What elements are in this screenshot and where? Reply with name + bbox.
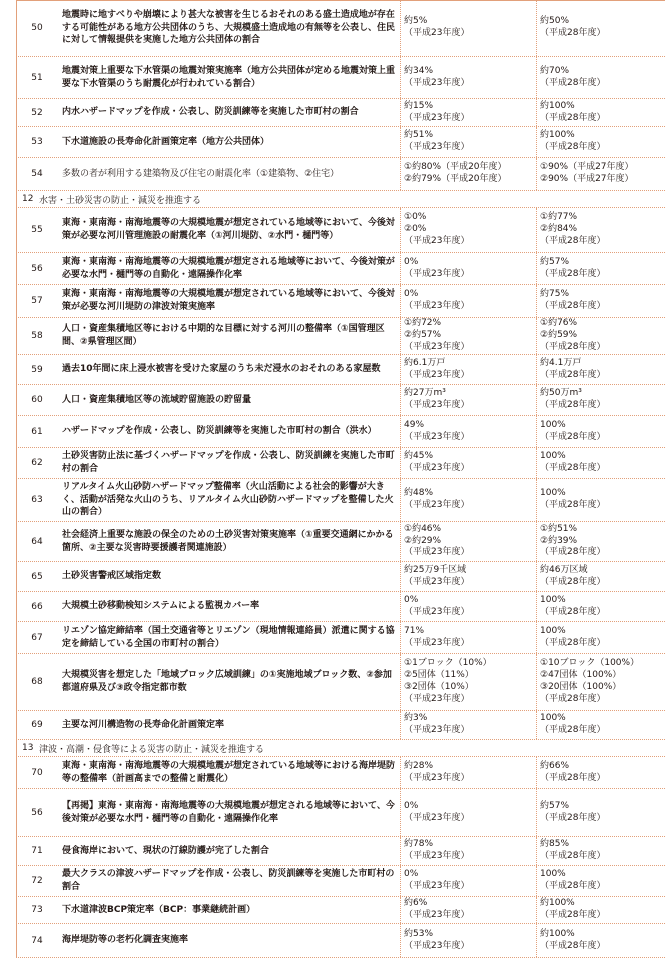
table-row — [16, 654, 665, 711]
row-number: 55 — [31, 225, 43, 235]
current-value: ①約46% ②約29% （平成23年度） — [401, 522, 537, 561]
section-label: 水害・土砂災害の防止・減災を推進する — [39, 195, 202, 206]
section-label: 津波・高潮・侵食等による災害の防止・減災を推進する — [39, 744, 265, 755]
row-number: 72 — [31, 876, 43, 886]
current-value: 約53% （平成23年度） — [401, 924, 537, 957]
row-number: 53 — [31, 137, 43, 147]
indicator-description: 土砂災害防止法に基づくハザードマップを作成・公表し、防災訓練を実施した市町村の割合 — [57, 448, 401, 478]
indicator-description: 内水ハザードマップを作成・公表し、防災訓練等を実施した市町村の割合 — [57, 99, 401, 126]
target-value: 100% （平成28年度） — [540, 625, 606, 648]
indicator-description: 東海・東南海・南海地震等の大規模地震が想定されている地域等における海岸堤防等の整備率（計画高までの整備と耐震化） — [57, 757, 401, 788]
table-row — [16, 897, 665, 924]
current-value: 0% （平成23年度） — [401, 253, 537, 284]
row-number: 61 — [31, 426, 43, 437]
table-row — [16, 479, 665, 522]
current-value: 約48% （平成23年度） — [401, 479, 537, 521]
table-row — [16, 866, 665, 897]
table-row — [16, 562, 665, 592]
table-row — [16, 924, 665, 958]
indicator-description: 東海・東南海・南海地震等の大規模地震が想定されている地域等において、今後対策が必要な河川堤防の津波対策実施率 — [57, 285, 401, 317]
row-number: 54 — [31, 169, 43, 179]
current-value: 0% （平成23年度） — [401, 285, 537, 317]
current-value: 49% （平成23年度） — [401, 416, 537, 447]
target-value: 約100% （平成28年度） — [540, 898, 606, 920]
row-number: 66 — [31, 601, 43, 612]
row-number: 57 — [31, 296, 43, 306]
target-value: 約85% （平成28年度） — [540, 839, 606, 861]
table-row — [16, 253, 665, 285]
current-value: 約45% （平成23年度） — [401, 448, 537, 478]
current-value: 約3% （平成23年度） — [401, 711, 537, 739]
target-value: 約75% （平成28年度） — [540, 289, 606, 311]
target-value: 約100% （平成28年度） — [540, 928, 606, 951]
row-number: 68 — [31, 677, 43, 687]
target-value: 約70% （平成28年度） — [540, 65, 606, 88]
indicator-description: 社会経済上重要な施設の保全のための土砂災害対策実施率（①重要交通網にかかる箇所、②主要な災害時要援護者関連施設） — [57, 522, 401, 561]
table-row — [16, 711, 665, 740]
target-value: 100% （平成28年度） — [540, 869, 606, 891]
current-value: 0% （平成23年度） — [401, 592, 537, 621]
current-value: 約78% （平成23年度） — [401, 837, 537, 865]
target-value: 約4.1万戸 （平成28年度） — [540, 357, 606, 380]
row-number: 67 — [31, 632, 43, 643]
row-number: 69 — [31, 720, 43, 730]
table-row — [16, 0, 665, 57]
current-value: 約28% （平成23年度） — [401, 757, 537, 788]
indicator-description: リエゾン協定締結率（国土交通省等とリエゾン（現地情報連絡員）派遣に関する協定を締結している全国の市町村の割合） — [57, 622, 401, 653]
indicator-description: 下水道施設の長寿命化計画策定率（地方公共団体） — [57, 127, 401, 157]
indicator-description: リアルタイム火山砂防ハザードマップ整備率（火山活動による社会的影響が大きく、活動が活発な火山のうち、リアルタイム火山砂防ハザードマップを整備した火山の割合） — [57, 479, 401, 521]
current-value: 約6% （平成23年度） — [401, 897, 537, 923]
current-value: 約27万m³ （平成23年度） — [401, 385, 537, 415]
current-value: 約6.1万戸 （平成23年度） — [401, 355, 537, 384]
indicator-description: 【再掲】東海・東南海・南海地震等の大規模地震が想定される地域等において、今後対策が必要な水門・樋門等の自動化・遠隔操作化率 — [57, 789, 401, 836]
section-number: 12 — [22, 194, 34, 204]
current-value: 約15% （平成23年度） — [401, 99, 537, 126]
table-row — [16, 158, 665, 191]
indicator-description: 過去10年間に床上浸水被害を受けた家屋のうち未だ浸水のおそれのある家屋数 — [57, 355, 401, 384]
current-value: 0% （平成23年度） — [401, 866, 537, 896]
indicator-description: 東海・東南海・南海地震等の大規模地震が想定される地域等において、今後対策が必要な水門・樋門等の自動化・遠隔操作化率 — [57, 253, 401, 284]
target-value: 約57% （平成28年度） — [540, 256, 606, 279]
row-number: 70 — [31, 767, 43, 778]
row-number: 74 — [31, 935, 43, 946]
row-number: 65 — [31, 571, 43, 582]
table-row — [16, 285, 665, 318]
target-value: ①約77% ②約84% （平成28年度） — [540, 212, 606, 246]
indicator-description: 人口・資産集積地区等の流域貯留施設の貯留量 — [57, 385, 401, 415]
current-value: 約51% （平成23年度） — [401, 127, 537, 157]
indicator-description: 人口・資産集積地区等における中期的な目標に対する河川の整備率（①国管理区間、②県管理区間） — [57, 318, 401, 354]
indicator-description: 主要な河川構造物の長寿命化計画策定率 — [57, 711, 401, 739]
table-row — [16, 622, 665, 654]
section-title — [17, 740, 264, 756]
indicator-description: 多数の者が利用する建築物及び住宅の耐震化率（①建築物、②住宅） — [57, 158, 401, 190]
table-row — [16, 57, 665, 99]
section-header — [16, 740, 665, 757]
row-number: 59 — [31, 364, 43, 375]
row-number: 64 — [31, 536, 43, 547]
row-number: 50 — [31, 23, 43, 33]
indicator-description: 地震対策上重要な下水管渠の地震対策実施率（地方公共団体が定める地震対策上重要な下水管渠のうち耐震化が行われている割合） — [57, 57, 401, 98]
table-row — [16, 127, 665, 158]
row-number: 62 — [31, 458, 43, 468]
target-value: 約57% （平成28年度） — [540, 800, 606, 823]
row-number: 63 — [31, 495, 43, 505]
indicator-table — [16, 0, 665, 958]
current-value: ①0% ②0% （平成23年度） — [401, 208, 537, 252]
target-value: ①約76% ②約59% （平成28年度） — [540, 318, 606, 352]
table-row — [16, 522, 665, 562]
indicator-description: 地震時に地すべりや崩壊により甚大な被害を生じるおそれのある盛土造成地が存在する可能性がある地方公共団体のうち、大規模盛土造成地の有無等を公表し、住民に対して情報提供を実施した地方公共団体の割合 — [57, 0, 401, 56]
current-value: 0% （平成23年度） — [401, 789, 537, 836]
indicator-description: 土砂災害警戒区域指定数 — [57, 562, 401, 591]
indicator-description: 最大クラスの津波ハザードマップを作成・公表し、防災訓練等を実施した市町村の割合 — [57, 866, 401, 896]
indicator-description: 東海・東南海・南海地震等の大規模地震が想定されている地域等において、今後対策が必要な河川管理施設の耐震化率（①河川堤防、②水門・樋門等） — [57, 208, 401, 252]
indicator-description: ハザードマップを作成・公表し、防災訓練等を実施した市町村の割合（洪水） — [57, 416, 401, 447]
section-title — [17, 191, 201, 207]
target-value: ①90%（平成27年度） ②90%（平成27年度） — [540, 162, 634, 184]
current-value: ①約80%（平成20年度） ②約79%（平成20年度） — [401, 158, 537, 190]
target-value: 約100% （平成28年度） — [540, 130, 606, 152]
table-row — [16, 757, 665, 789]
target-value: 約50万m³ （平成28年度） — [540, 388, 606, 410]
row-number: 56 — [31, 263, 43, 274]
table-row — [16, 592, 665, 622]
table-row — [16, 385, 665, 416]
row-number: 51 — [31, 72, 43, 83]
section-header — [16, 191, 665, 208]
row-number: 73 — [31, 905, 43, 915]
table-row — [16, 318, 665, 355]
indicator-description: 大規模災害を想定した「地域ブロック広域訓練」の①実施地域ブロック数、②参加都道府県及び③政令指定都市数 — [57, 654, 401, 710]
target-value: 100% （平成28年度） — [540, 713, 606, 735]
row-number: 52 — [31, 107, 43, 118]
row-number: 71 — [31, 846, 43, 856]
target-value: 約50% （平成28年度） — [540, 16, 606, 38]
target-value: 約100% （平成28年度） — [540, 100, 606, 123]
indicator-description: 侵食海岸において、現状の汀線防護が完了した割合 — [57, 837, 401, 865]
table-row — [16, 789, 665, 837]
row-number: 60 — [31, 395, 43, 405]
current-value: 71% （平成23年度） — [401, 622, 537, 653]
table-row — [16, 355, 665, 385]
target-value: ①約51% ②約39% （平成28年度） — [540, 523, 606, 558]
table-row — [16, 837, 665, 866]
target-value: ①10ブロック（100%） ②47団体（100%） ③20団体（100%） （平成28年度） — [540, 658, 640, 704]
current-value: 約25万9千区域 （平成23年度） — [401, 562, 537, 591]
current-value: 約5% （平成23年度） — [401, 0, 537, 56]
target-value: 100% （平成28年度） — [540, 451, 606, 473]
indicator-description: 海岸堤防等の老朽化調査実施率 — [57, 924, 401, 957]
row-number: 58 — [31, 331, 43, 341]
target-value: 約46万区域 （平成28年度） — [540, 564, 606, 587]
table-row — [16, 99, 665, 127]
table-row — [16, 416, 665, 448]
section-number: 13 — [22, 743, 34, 753]
current-value: ①1ブロック（10%） ②5団体（11%） ③2団体（10%） （平成23年度） — [401, 654, 537, 710]
current-value: 約34% （平成23年度） — [401, 57, 537, 98]
row-number: 56 — [31, 807, 43, 818]
target-value: 100% （平成28年度） — [540, 488, 606, 510]
indicator-description: 下水道津波BCP策定率（BCP：事業継続計画） — [57, 897, 401, 923]
target-value: 約66% （平成28年度） — [540, 760, 606, 783]
current-value: ①約72% ②約57% （平成23年度） — [401, 318, 537, 354]
table-row — [16, 208, 665, 253]
table-row — [16, 448, 665, 479]
target-value: 100% （平成28年度） — [540, 594, 606, 617]
target-value: 100% （平成28年度） — [540, 419, 606, 442]
indicator-description: 大規模土砂移動検知システムによる監視カバー率 — [57, 592, 401, 621]
